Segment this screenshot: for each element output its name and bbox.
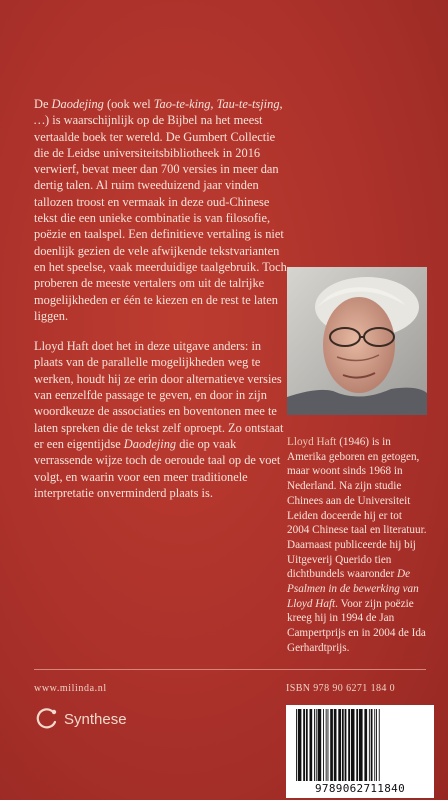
publisher-name: Synthese: [64, 710, 127, 728]
synthese-logo-icon: [34, 706, 60, 732]
barcode-digits: 9789062711840: [315, 782, 405, 795]
author-photo: [287, 267, 427, 415]
author-bio: [287, 435, 427, 656]
author-name: Lloyd Haft: [287, 436, 337, 448]
blurb-paragraph-1: De Daodejing (ook wel Tao-te-king, Tau-te-tsjing, …) is waarschijnlijk op de Bijbel na het meest vertaalde boek ter wereld. De Gumbert Collectie die de Leidse universiteitsbibliotheek in 2016 verwierf, bevat meer dan 700 versies in meer dan dertig talen. Al ruim tweeduizend jaar vinden tallozen troost en vermaak in deze oud-Chinese tekst die een unieke combinatie is van filosofie, poëzie en taalspel. Een definitieve vertaling is niet doenlijk gezien de vele afwijkende tekstvarianten en het speelse, vaak meerduidige taalgebruik. Toch proberen de meeste vertalers om uit de talrijke mogelijkheden er één te kiezen en de rest te laten liggen.: [34, 97, 287, 323]
author-bio-text: (1946) is in Amerika geboren en getogen, maar woont sinds 1968 in Nederland. Na zijn studie Chinees aan de Universiteit Leiden doceerde hij er tot 2004 Chinese taal en literatuur. Daarnaast publiceerde hij bij Uitgeverij Querido tien dichtbundels waaronder De Psalmen in de bewerking van Lloyd Haft. Voor zijn poëzie kreeg hij in 1994 de Jan Campertprijs en in 2004 de Ida Gerhardtprijs.: [287, 436, 427, 654]
barcode: [286, 705, 434, 798]
blurb: [34, 96, 290, 501]
publisher-logo: [34, 706, 127, 732]
website-url[interactable]: www.milinda.nl: [34, 683, 107, 694]
isbn: ISBN 978 90 6271 184 0: [286, 683, 396, 694]
divider: [34, 669, 426, 670]
blurb-paragraph-2: Lloyd Haft doet het in deze uitgave anders: in plaats van de parallelle mogelijkheden weg te werken, houdt hij ze erin door alternatieve versies van eenzelfde passage te geven, en door in zijn woordkeuze de associaties en boventonen mee te laten spreken die de tekst zelf oproept. Zo ontstaat er een eigentijdse Daodejing die op vaak verrassende wijze toch de oeroude taal op de voet volgt, en waarin voor een meer traditionele interpretatie onverminderd plaats is.: [34, 339, 284, 500]
